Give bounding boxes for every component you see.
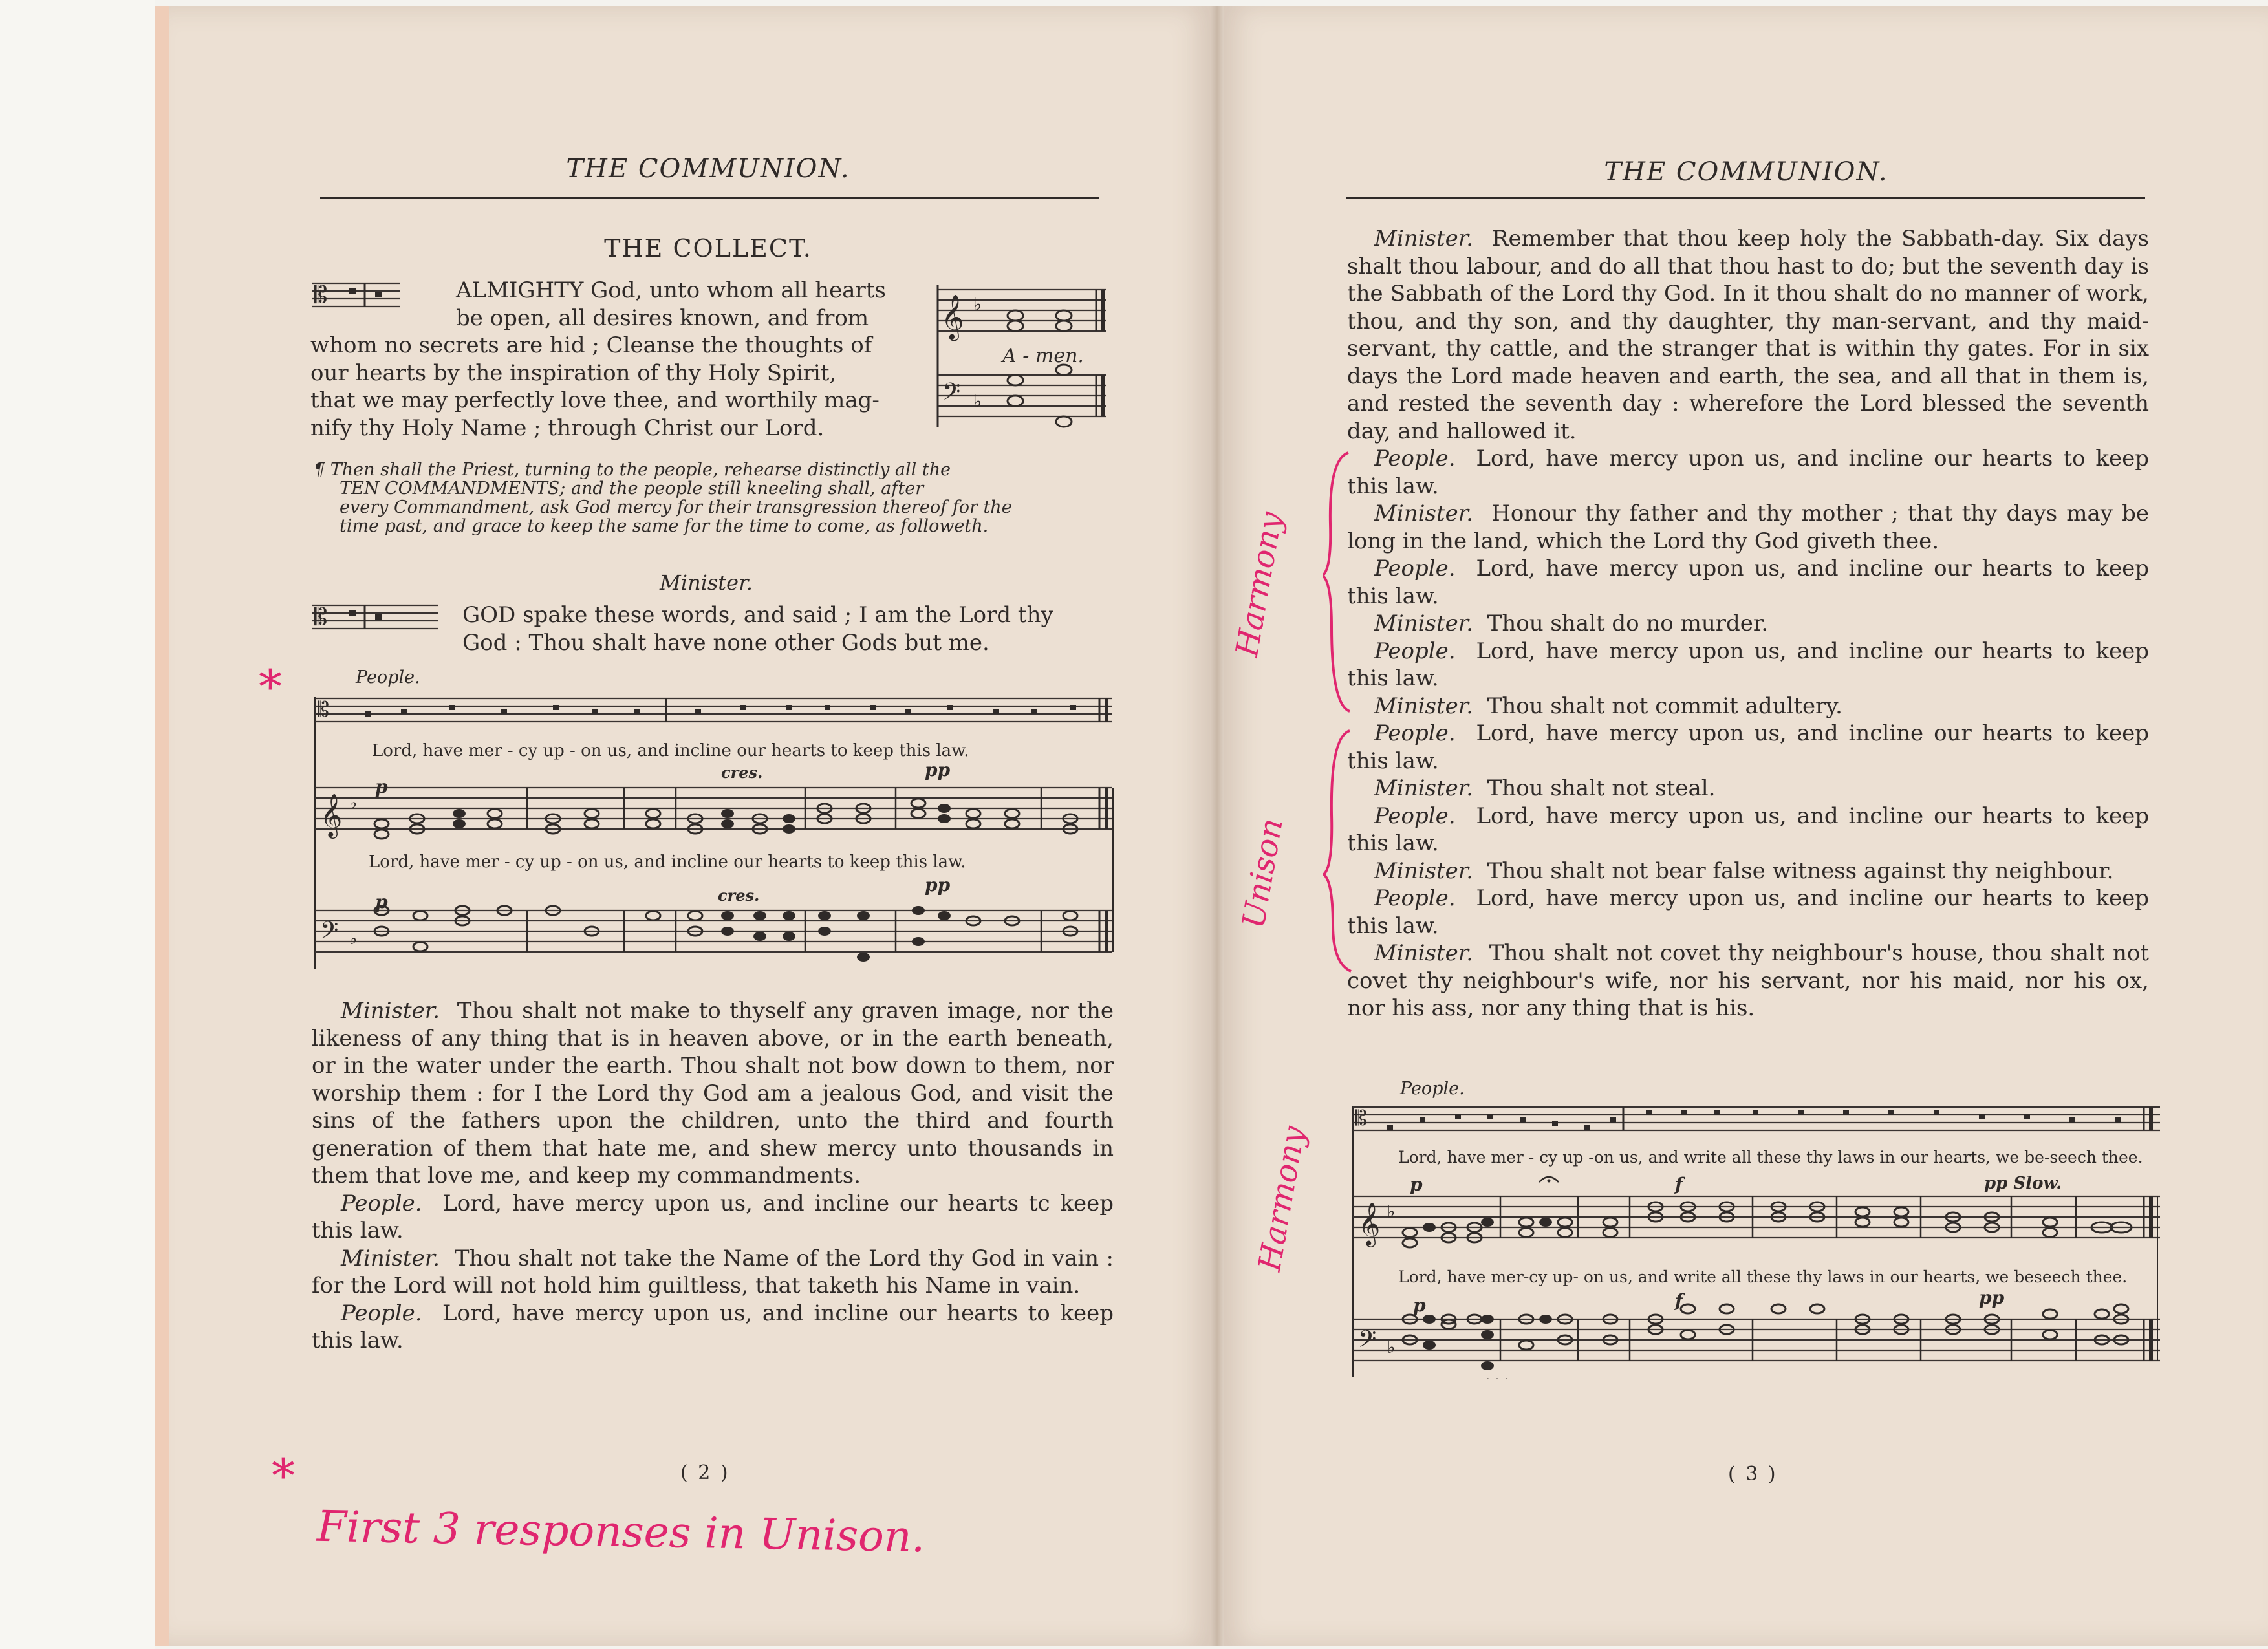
svg-text:𝄞: 𝄞: [941, 294, 964, 339]
speaker-label: People.: [1374, 638, 1456, 664]
rubric-line: time past, and grace to keep the same for the time to come, as followeth.: [340, 516, 989, 536]
paragraph-text: Thou shalt not steal.: [1487, 775, 1716, 801]
paragraph: [1347, 803, 2149, 857]
first-commandment: [462, 601, 1112, 656]
collect-text: [310, 277, 918, 442]
collect-heading: THE COLLECT.: [604, 234, 812, 263]
paragraph-text: Lord, have mercy upon us, and incline our hearts to keep this law.: [1347, 885, 2149, 939]
collect-line: be open, all desires known, and from: [456, 305, 869, 331]
paragraph: [1347, 857, 2149, 885]
svg-text:𝄞: 𝄞: [320, 793, 343, 837]
paragraph-text: Lord, have mercy upon us, and incline our hearts to keep this law.: [1347, 720, 2149, 774]
response-score-left: [314, 691, 1116, 970]
header-rule-left: [320, 197, 1099, 199]
people-label: People.: [1400, 1079, 1465, 1099]
book-gutter: [1211, 6, 1224, 1646]
paragraph: [1347, 225, 2149, 445]
speaker-label: Minister.: [341, 1245, 440, 1271]
header-rule-right: [1346, 197, 2145, 199]
lyric-line-2: Lord, have mer-cy up- on us, and write all these thy laws in our hearts, we beseech thee.: [1398, 1267, 2128, 1286]
dynamic-f: f: [1675, 1290, 1683, 1311]
paragraph-text: Lord, have mercy upon us, and incline our hearts to keep this law.: [312, 1300, 1114, 1353]
paragraph-text: Lord, have mercy upon us, and incline our hearts to keep this law.: [1347, 803, 2149, 856]
dynamic-cres: cres.: [721, 763, 763, 782]
speaker-label: People.: [1374, 720, 1456, 746]
annotation-handwritten-note: First 3 responses in Unison.: [316, 1501, 926, 1562]
dynamic-p: p: [375, 776, 388, 797]
collect-line: ALMIGHTY God, unto whom all hearts: [456, 277, 886, 303]
second-third-commandment: [312, 997, 1114, 1355]
dynamic-pp-slow: pp Slow.: [1984, 1174, 2062, 1193]
amen-lyric: A - men.: [1002, 345, 1084, 367]
rubric-line: ¶ Then shall the Priest, turning to the people, rehearse distinctly all the: [314, 460, 951, 480]
speaker-label: Minister.: [341, 998, 440, 1024]
response-score-right: [1352, 1099, 2163, 1379]
paragraph: [1347, 555, 2149, 610]
svg-text:♭: ♭: [349, 929, 358, 949]
lyric-line-1: Lord, have mer - cy up -on us, and write all these thy laws in our hearts, we be-seech thee.: [1398, 1148, 2143, 1167]
speaker-label: Minister.: [1374, 693, 1474, 719]
rubric-line: TEN COMMANDMENTS; and the people still kneeling shall, after: [340, 479, 924, 499]
scan-background: [0, 0, 155, 1649]
svg-text:♭: ♭: [1387, 1202, 1396, 1222]
paragraph: [312, 1300, 1114, 1355]
rubric-line: every Commandment, ask God mercy for their transgression thereof for the: [340, 497, 1012, 517]
paragraph-text: Thou shalt not make to thyself any graven image, nor the likeness of any thing that is in heaven above, or in the earth beneath, or in the water under the earth. Thou shalt not bow down to them, nor worship them : for I the Lord thy God am a jealous God, and visit the sins of the fathers upon the children, unto the third and fourth generation of them that hate me, and shew mercy unto thousands in them that love me, and keep my commandments.: [312, 998, 1114, 1189]
svg-text:𝄢: 𝄢: [320, 917, 339, 950]
paragraph-text: Thou shalt not bear false witness against thy neighbour.: [1487, 857, 2114, 884]
people-label: People.: [356, 667, 420, 687]
annotation-harmony: Harmony: [1251, 1123, 1313, 1274]
dynamic-p: p: [1413, 1295, 1426, 1316]
lyric-line-1: Lord, have mer - cy up - on us, and incline our hearts to keep this law.: [372, 741, 969, 760]
dynamic-f: f: [1675, 1174, 1683, 1195]
speaker-label: Minister.: [1374, 226, 1474, 252]
speaker-label: People.: [1374, 885, 1456, 911]
paragraph: [312, 1245, 1114, 1300]
commandment-line: GOD spake these words, and said ; I am the Lord thy: [462, 602, 1053, 628]
speaker-label: Minister.: [1374, 501, 1474, 526]
annotation-harmony: Harmony: [1229, 509, 1290, 660]
book-cover-edge: [155, 6, 169, 1646]
svg-text:♭: ♭: [973, 391, 982, 412]
speaker-label: Minister.: [1374, 940, 1474, 966]
paragraph: [1347, 940, 2149, 1022]
speaker-label: Minister.: [1374, 610, 1474, 636]
paragraph-text: Thou shalt not take the Name of the Lord thy God in vain : for the Lord will not hold him guiltless, that taketh his Name in vain.: [312, 1245, 1114, 1299]
dynamic-pp: pp: [1979, 1287, 2005, 1308]
rubric: [314, 460, 1112, 535]
page-number-left: ( 2 ): [680, 1461, 730, 1484]
paragraph-text: Lord, have mercy upon us, and incline our hearts tc keep this law.: [312, 1190, 1114, 1244]
collect-line: nify thy Holy Name ; through Christ our Lord.: [310, 415, 825, 441]
paragraph-text: Lord, have mercy upon us, and incline our hearts to keep this law.: [1347, 446, 2149, 499]
paragraph-text: Thou shalt do no murder.: [1487, 610, 1769, 636]
svg-text:♭: ♭: [349, 793, 358, 813]
paragraph: [1347, 720, 2149, 775]
svg-text:𝄡: 𝄡: [318, 697, 329, 722]
paragraph: [1347, 693, 2149, 720]
svg-text:𝄡: 𝄡: [314, 282, 328, 308]
dynamic-pp: pp: [925, 874, 951, 896]
commandments-text-right: [1347, 225, 2149, 1022]
svg-text:𝄞: 𝄞: [1358, 1202, 1381, 1245]
dynamic-pp: pp: [925, 759, 951, 781]
running-head-left: THE COMMUNION.: [566, 154, 850, 184]
speaker-label: People.: [1374, 555, 1456, 581]
svg-text:𝄡: 𝄡: [314, 604, 328, 630]
svg-text:♭: ♭: [1387, 1338, 1396, 1357]
paragraph: [1347, 885, 2149, 940]
collect-line: that we may perfectly love thee, and worthily mag-: [310, 387, 880, 413]
speaker-label: People.: [341, 1190, 422, 1216]
paragraph: [312, 997, 1114, 1190]
commandment-line: God : Thou shalt have none other Gods but me.: [462, 629, 989, 656]
paragraph: [1347, 775, 2149, 803]
lyric-line-2: Lord, have mer - cy up - on us, and incline our hearts to keep this law.: [369, 852, 966, 872]
annotation-brackets: [1323, 446, 1361, 976]
paragraph: [1347, 638, 2149, 693]
page-number-right: ( 3 ): [1728, 1463, 1778, 1485]
svg-text:𝄡: 𝄡: [1355, 1106, 1367, 1130]
dynamic-cres: cres.: [718, 886, 760, 905]
dynamic-p: p: [1410, 1174, 1423, 1195]
dynamic-p: p: [375, 891, 388, 912]
paragraph-text: Honour thy father and thy mother ; that thy days may be long in the land, which the Lord thy God giveth thee.: [1347, 501, 2149, 554]
collect-line: our hearts by the inspiration of thy Holy Spirit,: [310, 360, 837, 386]
speaker-label: People.: [1374, 446, 1456, 471]
paragraph-text: Lord, have mercy upon us, and incline our hearts to keep this law.: [1347, 638, 2149, 691]
speaker-label: Minister.: [1374, 775, 1474, 801]
svg-text:𝄢: 𝄢: [942, 378, 961, 411]
annotation-unison: Unison: [1235, 815, 1290, 931]
running-head-right: THE COMMUNION.: [1604, 157, 1888, 187]
svg-text:♭: ♭: [973, 294, 982, 315]
speaker-label: People.: [1374, 803, 1456, 829]
collect-line: whom no secrets are hid ; Cleanse the thoughts of: [310, 332, 872, 358]
paragraph-text: Thou shalt not commit adultery.: [1487, 693, 1842, 719]
paragraph: [312, 1190, 1114, 1245]
paragraph: [1347, 445, 2149, 500]
paragraph: [1347, 610, 2149, 638]
chant-clef-icon: [310, 600, 440, 634]
annotation-star: *: [272, 1449, 295, 1503]
speaker-label: Minister.: [1374, 857, 1474, 884]
paragraph: [1347, 500, 2149, 555]
speaker-label: People.: [341, 1300, 422, 1326]
minister-heading: Minister.: [660, 570, 753, 595]
annotation-star: *: [259, 660, 282, 714]
paragraph-text: Lord, have mercy upon us, and incline our hearts to keep this law.: [1347, 555, 2149, 609]
paragraph-text: Remember that thou keep holy the Sabbath-day. Six days shalt thou labour, and do all that thou hast to do; but the seventh day is the Sabbath of the Lord thy God. In it thou shalt do no manner of work, thou, and thy son, and thy daughter, thy man-servant, and thy maid-servant, thy cattle, and the stranger that is within thy gates. For in six days the Lord made heaven and earth, the sea, and all that in them is, and rested the seventh day : wherefore the Lord blessed the seventh day, and hallowed it.: [1347, 226, 2149, 444]
paragraph-text: Thou shalt not covet thy neighbour's house, thou shalt not covet thy neighbour's wife, nor his servant, nor his maid, nor his ox, nor his ass, nor any thing that is his.: [1347, 940, 2149, 1021]
svg-text:𝄢: 𝄢: [1358, 1326, 1377, 1359]
